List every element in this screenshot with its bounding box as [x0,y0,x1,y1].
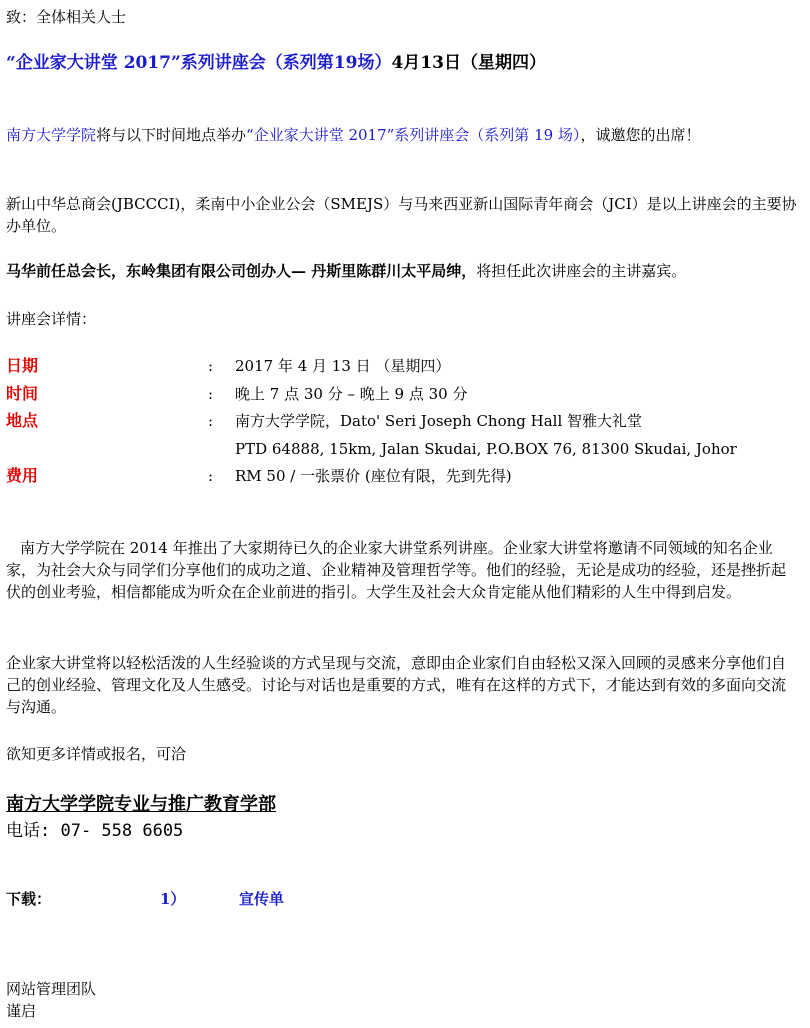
venue-value: 南方大学学院，Dato' Seri Joseph Chong Hall 智雅大礼堂 [235,412,643,430]
download-label: 下载： [6,890,52,908]
download-row [6,888,796,912]
speaker-text: 将担任此次讲座会的主讲嘉宾。 [476,262,687,280]
detail-row-date [6,355,796,379]
download-flyer-link[interactable]: 宣传单 [239,890,285,908]
page-title [6,52,546,74]
greeting: 致：全体相关人士 [6,8,127,26]
details-heading: 讲座会详情： [6,310,97,328]
co-organizers-paragraph: 新山中华总商会(JBCCCI)，柔南中小企业公会（SMEJS）与马来西亚新山国际青年商会（JCI）是以上讲座会的主要协办单位。 [6,195,797,235]
date-label: 日期 [6,356,39,375]
department-name: 南方大学学院专业与推广教育学部 [6,794,276,815]
venue-label: 地点 [6,411,39,430]
venue-address: PTD 64888, 15km, Jalan Skudai, P.O.BOX 76, 81300 Skudai, Johor [235,440,737,458]
body-paragraph-2: 企业家大讲堂将以轻松活泼的人生经验谈的方式呈现与交流，意即由企业家们自由轻松又深入回顾的灵感来分享他们自己的创业经验、管理文化及人生感受。讨论与对话也是重要的方式，唯有在这样的方式下，才能达到有效的多面向交流与沟通。 [6,654,787,716]
fee-label: 费用 [6,466,39,485]
contact-intro: 欲知更多详情或报名，可洽 [6,745,187,763]
download-number: 1） [160,890,186,908]
fee-value: RM 50 / 一张票价 (座位有限，先到先得) [235,467,512,485]
title-date: 4月13日（星期四） [391,53,546,73]
time-value: 晚上 7 点 30 分 – 晚上 9 点 30 分 [235,385,468,403]
intro-org: 南方大学学院 [6,126,97,144]
speaker-paragraph [6,260,798,282]
time-label: 时间 [6,384,39,403]
phone-number: 电话: 07- 558 6605 [6,821,184,841]
time-colon: : [208,385,214,403]
detail-row-venue [6,410,796,434]
intro-text2: ，诚邀您的出席！ [580,126,701,144]
signature-team: 网站管理团队 [6,980,97,998]
intro-paragraph [6,124,798,146]
intro-text1: 将与以下时间地点举办 [96,126,247,144]
detail-row-time [6,383,796,407]
speaker-name: 马华前任总会长，东岭集团有限公司创办人— 丹斯里陈群川太平局绅， [6,262,477,280]
date-value: 2017 年 4 月 13 日 （星期四） [235,357,451,375]
signature-closing: 谨启 [6,1002,37,1020]
body-paragraph-1: 南方大学学院在 2014 年推出了大家期待已久的企业家大讲堂系列讲座。企业家大讲堂将邀请不同领域的知名企业家，为社会大众与同学们分享他们的成功之道、企业精神及管理哲学等。他们的经验，无论是成功的经验，还是挫折起伏的创业考验，相信都能成为听众在企业前进的指引。大学生及社会大众肯定能从他们精彩的人生中得到启发。 [6,539,787,601]
date-colon: : [208,357,214,375]
fee-colon: : [208,467,214,485]
title-event: “企业家大讲堂 2017”系列讲座会（系列第19场） [6,53,392,73]
detail-row-fee [6,465,796,489]
intro-event: “企业家大讲堂 2017”系列讲座会（系列第 19 场） [246,126,581,144]
venue-colon: : [208,412,214,430]
detail-row-venue-address [6,438,796,462]
